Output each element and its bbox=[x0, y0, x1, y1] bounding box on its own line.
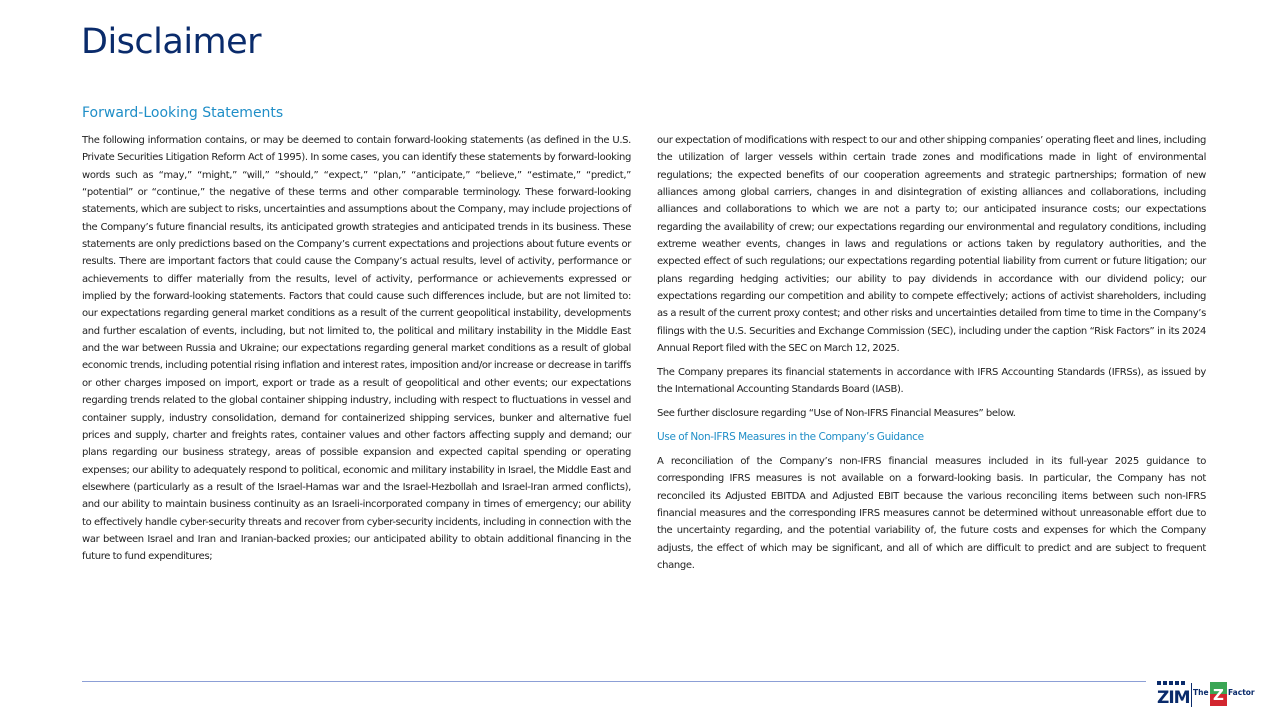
the-z-factor-word: Factor bbox=[1228, 688, 1255, 697]
zim-logo-wordmark: ZIM bbox=[1157, 688, 1190, 708]
the-z-factor-the: The bbox=[1193, 688, 1209, 697]
continuation-paragraph: our expectation of modifications with respect to our and other shipping companies’ operating fleet and lines, including the utilization of larger vessels within certain trade zones and modifications made in light of environmental regulations; the expected benefits of our cooperation agreements and strategic partnerships; formation of new alliances among global carriers, changes in and disintegration of existing alliances and collaborations, including alliances and collaborations to which we are not a party to; our anticipated insurance costs; our expectations regarding the availability of crew; our expectations regarding our environmental and regulatory conditions, including extreme weather events, changes in laws and regulations or actions taken by regulatory authorities, and the expected effect of such regulations; our expectations regarding potential liability from current or future litigation; our plans regarding hedging activities; our ability to pay dividends in accordance with our dividend policy; our expectations regarding our competition and ability to compete effectively; actions of activist shareholders, including as a result of the current proxy contest; and other risks and uncertainties detailed from time to time in the Company’s filings with the U.S. Securities and Exchange Commission (SEC), including under the caption “Risk Factors” in its 2024 Annual Report filed with the SEC on March 12, 2025. bbox=[657, 135, 1206, 355]
logo-divider bbox=[1191, 683, 1192, 707]
section-heading-forward-looking: Forward-Looking Statements bbox=[82, 105, 284, 121]
forward-looking-paragraph: The following information contains, or may be deemed to contain forward-looking statements (as defined in the U.S. Private Securities Litigation Reform Act of 1995). In some cases, you can identify these statements by forward-looking words such as “may,” “might,” “will,” “should,” “expect,” “plan,” “anticipate,” “believe,” “estimate,” “predict,” “potential” or “continue,” the negative of these terms and other comparable terminology. These forward-looking statements, which are subject to risks, uncertainties and assumptions about the Company, may include projections of the Company’s future financial results, its anticipated growth strategies and anticipated trends in its business. These statements are only predictions based on the Company’s current expectations and projections about future events or results. There are important factors that could cause the Company’s actual results, level of activity, performance or achievements to differ materially from the results, level of activity, performance or achievements expressed or implied by the forward-looking statements. Factors that could cause such differences include, but are not limited to: our expectations regarding general market conditions as a result of the current geopolitical instability, developments and further escalation of events, including, but not limited to, the political and military instability in the Middle East and the war between Russia and Ukraine; our expectations regarding general market conditions as a result of global economic trends, including potential rising inflation and interest rates, imposition and/or increase or decrease in tariffs or other charges imposed on import, export or trade as a result of geopolitical and other events; our expectations regarding trends related to the global container shipping industry, including with respect to fluctuations in vessel and container supply, industry consolidation, demand for containerized shipping services, bunker and alternative fuel prices and supply, charter and freights rates, container values and other factors affecting supply and demand; our plans regarding our business strategy, areas of possible expansion and expected capital spending or operating expenses; our ability to adequately respond to political, economic and military instability in Israel, the Middle East and elsewhere (particularly as a result of the Israel-Hamas war and the Israel-Hezbollah and Israel-Iran armed conflicts), and our ability to maintain business continuity as an Israeli-incorporated company in times of emergency; our ability to effectively handle cyber-security threats and recover from cyber-security incidents, including in connection with the war between Israel and Iran and Iranian-backed proxies; our anticipated ability to obtain additional financing in the future to fund expenditures; bbox=[82, 135, 631, 563]
z-factor-mark-icon bbox=[1210, 682, 1227, 706]
sub-heading-non-ifrs-guidance: Use of Non-IFRS Measures in the Company’s Guidance bbox=[657, 431, 924, 443]
non-ifrs-reference-paragraph: See further disclosure regarding “Use of Non-IFRS Financial Measures” below. bbox=[657, 408, 1016, 420]
zim-logo bbox=[1157, 679, 1189, 709]
left-text-column bbox=[82, 132, 631, 572]
page-title: Disclaimer bbox=[81, 22, 262, 62]
reconciliation-paragraph: A reconciliation of the Company’s non-IFRS financial measures included in its full-year 2025 guidance to corresponding IFRS measures is not available on a forward-looking basis. In particular, the Company has not reconciled its Adjusted EBITDA and Adjusted EBIT because the various reconciling items between such non-IFRS financial measures and the corresponding IFRS measures cannot be determined without unreasonable effort due to the uncertainty regarding, and the potential variability of, the future costs and expenses for which the Company adjusts, the effect of which may be significant, and all of which are difficult to predict and are subject to frequent change. bbox=[657, 455, 1206, 571]
the-z-factor-logo bbox=[1193, 682, 1261, 708]
footer-divider bbox=[82, 681, 1146, 682]
svg-text:Z: Z bbox=[1213, 686, 1224, 704]
ifrs-paragraph: The Company prepares its financial statements in accordance with IFRS Accounting Standards (IFRSs), as issued by the International Accounting Standards Board (IASB). bbox=[657, 366, 1206, 396]
right-text-column bbox=[657, 132, 1206, 581]
zim-logo-dots bbox=[1157, 679, 1189, 687]
